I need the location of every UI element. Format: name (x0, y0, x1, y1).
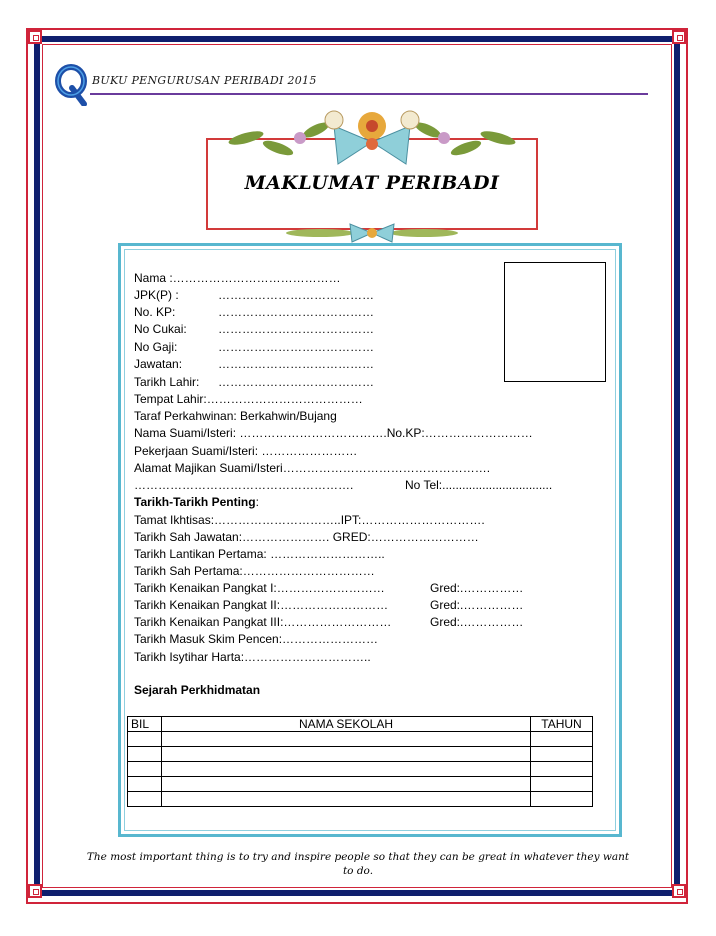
field-nogaji-label: No Gaji: (134, 340, 178, 354)
table-row (128, 762, 593, 777)
field-jawatan-value: ………………………………… (218, 357, 374, 371)
field-notel: No Tel:................................. (405, 478, 553, 492)
column-header-bil: BIL (128, 717, 162, 732)
table-cell[interactable] (128, 762, 162, 777)
field-sah-pertama: Tarikh Sah Pertama:…………………………… (134, 564, 375, 578)
table-row (128, 777, 593, 792)
field-harta: Tarikh Isytihar Harta:………………………….. (134, 650, 371, 664)
column-header-tahun: TAHUN (531, 717, 593, 732)
field-pangkat-1: Tarikh Kenaikan Pangkat I:……………………… (134, 581, 385, 595)
field-nocukai-value: ………………………………… (218, 322, 374, 336)
corner-ornament-bottom-left (28, 884, 42, 898)
table-cell[interactable] (128, 747, 162, 762)
footer-quote: The most important thing is to try and inspire people so that they can be great in whatever they want to do. (86, 851, 630, 877)
field-pekerjaan: Pekerjaan Suami/Isteri: …………………… (134, 444, 358, 458)
table-cell[interactable] (128, 777, 162, 792)
field-jpk-label: JPK(P) : (134, 288, 179, 302)
field-gred-3: Gred:.…………… (430, 615, 524, 629)
field-jawatan-label: Jawatan: (134, 357, 183, 371)
table-cell[interactable] (531, 792, 593, 807)
section-sejarah-title: Sejarah Perkhidmatan (134, 683, 261, 697)
field-tempatlahir: Tempat Lahir:………………………………… (134, 392, 363, 406)
field-nokp-value: ………………………………… (218, 305, 374, 319)
table-cell[interactable] (161, 762, 530, 777)
field-jpk-value: ………………………………… (218, 288, 374, 302)
field-nama: Nama :…………………………………… (134, 271, 341, 285)
table-header-row (128, 717, 593, 732)
field-nocukai-label: No Cukai: (134, 322, 187, 336)
field-tarikhlahir-label: Tarikh Lahir: (134, 375, 200, 389)
table-row (128, 747, 593, 762)
table-cell[interactable] (161, 747, 530, 762)
floral-ribbon-icon (216, 108, 528, 170)
section-tarikh-penting-title: Tarikh-Tarikh Penting (134, 495, 256, 509)
corner-ornament-bottom-right (672, 884, 686, 898)
table-cell[interactable] (531, 777, 593, 792)
column-header-nama-sekolah: NAMA SEKOLAH (161, 717, 530, 732)
section-tarikh-penting (134, 495, 259, 509)
field-namasuami: Nama Suami/Isteri: ……………………………….No.KP:……………………… (134, 426, 533, 440)
field-gred-1: Gred:.…………… (430, 581, 524, 595)
table-cell[interactable] (531, 747, 593, 762)
corner-ornament-top-left (28, 30, 42, 44)
table-cell[interactable] (128, 792, 162, 807)
field-tamat-ikhtisas: Tamat Ikhtisas:…………………………..IPT:…………………………. (134, 513, 485, 527)
field-lantikan-pertama: Tarikh Lantikan Pertama: ……………………….. (134, 547, 385, 561)
table-cell[interactable] (161, 732, 530, 747)
table-cell[interactable] (128, 732, 162, 747)
field-gred-2: Gred:.…………… (430, 598, 524, 612)
field-pangkat-3: Tarikh Kenaikan Pangkat III:……………………… (134, 615, 392, 629)
photo-placeholder[interactable] (504, 262, 606, 382)
field-alamat: Alamat Majikan Suami/Isteri……………………………………………. (134, 461, 491, 475)
small-ribbon-icon (280, 222, 464, 244)
field-sah-jawatan: Tarikh Sah Jawatan:…………………. GRED:……………………… (134, 530, 479, 544)
field-nogaji-value: ………………………………… (218, 340, 374, 354)
field-pencen: Tarikh Masuk Skim Pencen:…………………… (134, 632, 379, 646)
header-divider (90, 93, 648, 95)
banner-title: MAKLUMAT PERIBADI (244, 172, 500, 194)
table-row (128, 732, 593, 747)
corner-ornament-top-right (672, 30, 686, 44)
table-cell[interactable] (531, 732, 593, 747)
table-cell[interactable] (161, 792, 530, 807)
table-cell[interactable] (531, 762, 593, 777)
field-taraf: Taraf Perkahwinan: Berkahwin/Bujang (134, 409, 337, 423)
field-nokp-label: No. KP: (134, 305, 176, 319)
field-tarikhlahir-value: ………………………………… (218, 375, 374, 389)
header-title: BUKU PENGURUSAN PERIBADI 2015 (92, 74, 317, 87)
table-row (128, 792, 593, 807)
service-history-table (127, 716, 593, 807)
section-tarikh-penting-colon: : (255, 495, 259, 509)
table-cell[interactable] (161, 777, 530, 792)
field-pangkat-2: Tarikh Kenaikan Pangkat II:……………………… (134, 598, 389, 612)
q-logo-icon (54, 64, 88, 106)
field-alamat-line2: ………………………………………………. (134, 478, 354, 492)
